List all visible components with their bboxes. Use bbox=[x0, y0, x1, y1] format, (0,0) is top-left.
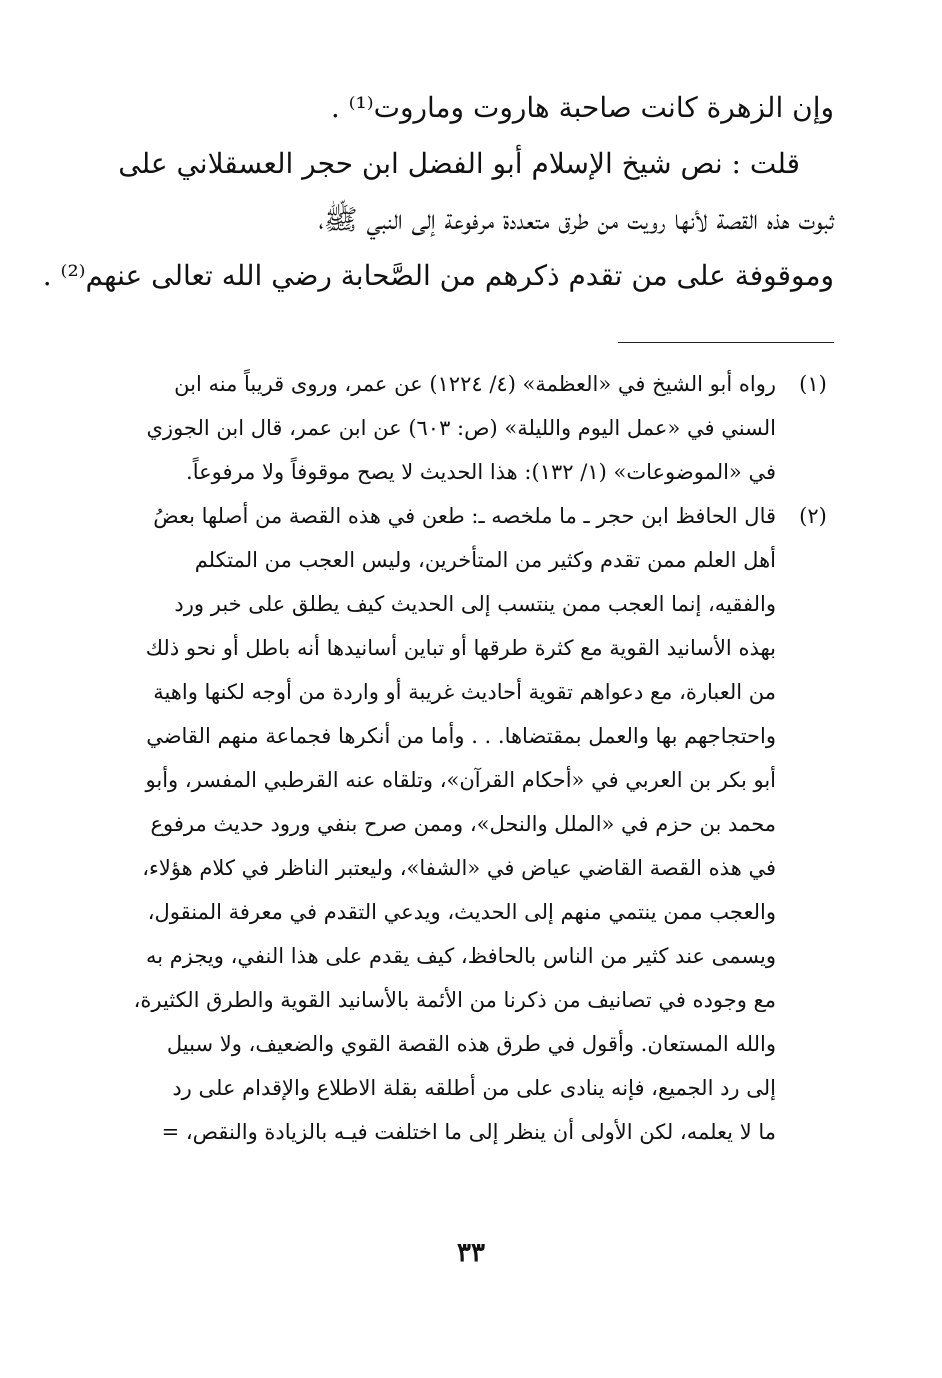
footnote-marker: (٢) bbox=[799, 504, 827, 528]
main-text-line: وموقوفة على من تقدم ذكرهم من الصَّحابة رضي الله تعالى عنهم⁽²⁾ . bbox=[42, 259, 834, 292]
footnote-line: مع وجوده في تصانيف من ذكرنا من الأئمة بالأسانيد القوية والطرق الكثيرة، bbox=[133, 988, 776, 1012]
footnotes-section bbox=[112, 362, 836, 1154]
footnote-line: من العبارة، مع دعواهم تقوية أحاديث غريبة أو واردة من أوجه لكنها واهية bbox=[153, 680, 776, 704]
footnote-line: أهل العلم ممن تقدم وكثير من المتأخرين، وليس العجب من المتكلم bbox=[194, 548, 776, 572]
footnote-line: والفقيه، إنما العجب ممن ينتسب إلى الحديث كيف يطلق على خبر ورد bbox=[174, 592, 776, 616]
main-text-block bbox=[42, 80, 834, 304]
footnote-divider bbox=[618, 342, 834, 343]
footnote-line: ما لا يعلمه، لكن الأولى أن ينظر إلى ما اختلفت فيـه بالزيادة والنقص، = bbox=[161, 1120, 776, 1144]
main-text-line: ثبوت هذه القصة لأنها رويت من طرق متعددة مرفوعة إلى النبي ﷺ، bbox=[318, 203, 834, 236]
footnote-line: في هذه القصة القاضي عياض في «الشفا»، وليعتبر الناظر في كلام هؤلاء، bbox=[142, 856, 776, 880]
footnote-2 bbox=[112, 494, 836, 1154]
footnote-line: والعجب ممن ينتمي منهم إلى الحديث، ويدعي التقدم في معرفة المنقول، bbox=[147, 900, 776, 924]
footnote-line: واحتجاجهم بها والعمل بمقتضاها. . . وأما من أنكرها فجماعة منهم القاضي bbox=[146, 724, 776, 748]
page-number: ٣٣ bbox=[457, 1238, 485, 1268]
footnote-marker: (١) bbox=[799, 372, 827, 396]
footnote-line: السني في «عمل اليوم والليلة» (ص: ٦٠٣) عن ابن عمر، قال ابن الجوزي bbox=[146, 416, 776, 440]
footnote-line: إلى رد الجميع، فإنه ينادى على من أطلقه بقلة الاطلاع والإقدام على رد bbox=[172, 1076, 776, 1100]
footnote-line: ويسمى عند كثير من الناس بالحافظ، كيف يقدم على هذا النفي، ويجزم به bbox=[146, 944, 776, 968]
footnote-line: قال الحافظ ابن حجر ـ ما ملخصه ـ: طعن في هذه القصة من أصلها بعضُ bbox=[153, 504, 776, 528]
main-text-line: قلت : نص شيخ الإسلام أبو الفضل ابن حجر العسقلاني على bbox=[118, 147, 800, 180]
footnote-line: بهذه الأسانيد القوية مع كثرة طرقها أو تباين أسانيدها أنه باطل أو نحو ذلك bbox=[145, 636, 776, 660]
main-text-line: وإن الزهرة كانت صاحبة هاروت وماروت⁽¹⁾ . bbox=[330, 91, 834, 124]
footnote-line: محمد بن حزم في «الملل والنحل»، وممن صرح بنفي ورود حديث مرفوع bbox=[150, 812, 776, 836]
footnote-1 bbox=[112, 362, 836, 494]
footnote-line: أبو بكر بن العربي في «أحكام القرآن»، وتلقاه عنه القرطبي المفسر، وأبو bbox=[145, 768, 776, 792]
footnote-line: في «الموضوعات» (١/ ١٣٢): هذا الحديث لا يصح موقوفاً ولا مرفوعاً. bbox=[186, 460, 776, 484]
footnote-line: والله المستعان. وأقول في طرق هذه القصة القوي والضعيف، ولا سبيل bbox=[166, 1032, 776, 1056]
footnote-line: رواه أبو الشيخ في «العظمة» (٤/ ١٢٢٤) عن عمر، وروى قريباً منه ابن bbox=[174, 372, 776, 396]
